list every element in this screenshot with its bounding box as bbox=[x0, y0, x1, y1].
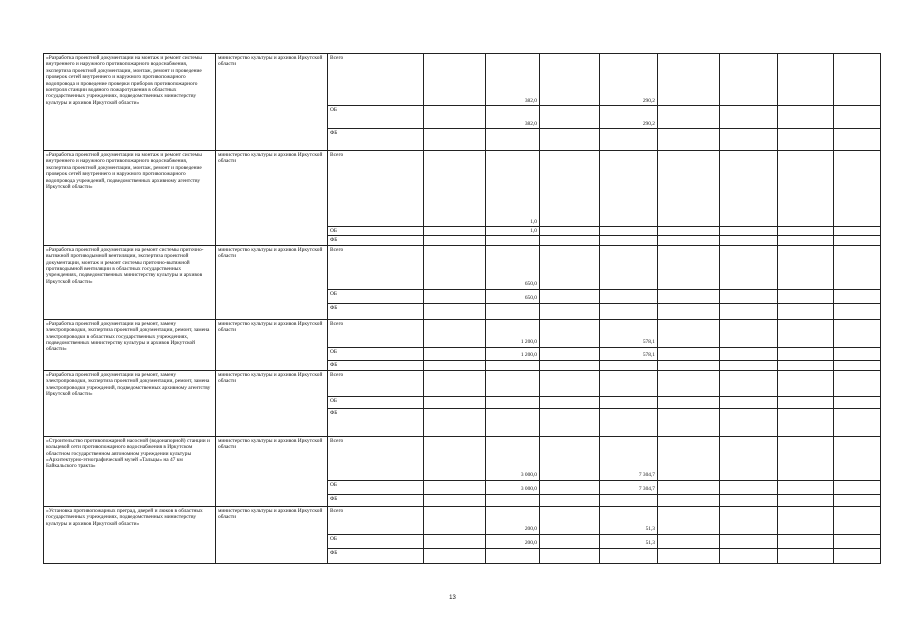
empty-cell bbox=[834, 236, 881, 245]
amount-cell bbox=[486, 303, 540, 319]
empty-cell bbox=[778, 506, 834, 534]
empty-cell bbox=[834, 319, 881, 347]
amount-cell bbox=[600, 236, 658, 245]
funding-source-cell: ОБ bbox=[328, 347, 424, 360]
executor-cell: министерство культуры и архивов Иркутской области bbox=[216, 370, 328, 436]
empty-cell bbox=[540, 151, 600, 227]
empty-cell bbox=[658, 396, 720, 408]
empty-cell bbox=[834, 408, 881, 436]
empty-cell bbox=[834, 480, 881, 494]
empty-cell bbox=[720, 236, 778, 245]
empty-cell bbox=[778, 151, 834, 227]
funding-source-cell: ФБ bbox=[328, 494, 424, 506]
event-name-cell: «Установка противопожарных преград, дверей и люков в областных государственных учреждениях, подведомственных министерству культуры и архивов Иркутской области» bbox=[44, 506, 216, 563]
empty-cell bbox=[720, 506, 778, 534]
empty-cell bbox=[778, 494, 834, 506]
empty-cell bbox=[540, 480, 600, 494]
amount-cell bbox=[600, 289, 658, 303]
amount-cell bbox=[600, 129, 658, 151]
empty-cell bbox=[834, 494, 881, 506]
funding-source-cell: ОБ bbox=[328, 480, 424, 494]
amount-cell: 1 200,0 bbox=[486, 347, 540, 360]
funding-source-cell: Всего bbox=[328, 436, 424, 480]
empty-cell bbox=[834, 396, 881, 408]
empty-cell bbox=[778, 480, 834, 494]
empty-cell bbox=[540, 370, 600, 396]
funding-source-cell: ОБ bbox=[328, 227, 424, 236]
empty-cell bbox=[720, 548, 778, 563]
amount-cell: 7 304,7 bbox=[600, 480, 658, 494]
amount-cell: 290,2 bbox=[600, 54, 658, 106]
table-row bbox=[44, 245, 881, 289]
empty-cell bbox=[424, 347, 486, 360]
empty-cell bbox=[720, 436, 778, 480]
table-row bbox=[44, 319, 881, 347]
amount-cell bbox=[486, 408, 540, 436]
empty-cell bbox=[720, 54, 778, 106]
empty-cell bbox=[540, 396, 600, 408]
funding-source-cell: ФБ bbox=[328, 548, 424, 563]
amount-cell: 650,0 bbox=[486, 289, 540, 303]
executor-cell: министерство культуры и архивов Иркутской области bbox=[216, 319, 328, 370]
empty-cell bbox=[658, 129, 720, 151]
empty-cell bbox=[540, 54, 600, 106]
empty-cell bbox=[540, 303, 600, 319]
empty-cell bbox=[720, 129, 778, 151]
empty-cell bbox=[658, 303, 720, 319]
empty-cell bbox=[778, 129, 834, 151]
amount-cell bbox=[600, 548, 658, 563]
empty-cell bbox=[720, 151, 778, 227]
amount-cell bbox=[486, 129, 540, 151]
empty-cell bbox=[720, 319, 778, 347]
empty-cell bbox=[834, 347, 881, 360]
empty-cell bbox=[540, 360, 600, 370]
funding-source-cell: ФБ bbox=[328, 129, 424, 151]
funding-source-cell: ФБ bbox=[328, 303, 424, 319]
empty-cell bbox=[658, 494, 720, 506]
empty-cell bbox=[778, 370, 834, 396]
empty-cell bbox=[720, 106, 778, 129]
empty-cell bbox=[778, 548, 834, 563]
empty-cell bbox=[540, 106, 600, 129]
empty-cell bbox=[540, 236, 600, 245]
empty-cell bbox=[424, 506, 486, 534]
empty-cell bbox=[778, 360, 834, 370]
empty-cell bbox=[658, 54, 720, 106]
empty-cell bbox=[658, 106, 720, 129]
amount-cell: 1,0 bbox=[486, 151, 540, 227]
empty-cell bbox=[778, 396, 834, 408]
empty-cell bbox=[540, 436, 600, 480]
amount-cell bbox=[600, 360, 658, 370]
empty-cell bbox=[540, 129, 600, 151]
empty-cell bbox=[778, 347, 834, 360]
empty-cell bbox=[658, 227, 720, 236]
empty-cell bbox=[834, 534, 881, 548]
amount-cell bbox=[600, 303, 658, 319]
empty-cell bbox=[424, 54, 486, 106]
empty-cell bbox=[658, 319, 720, 347]
funding-source-cell: ФБ bbox=[328, 236, 424, 245]
empty-cell bbox=[658, 347, 720, 360]
empty-cell bbox=[540, 534, 600, 548]
empty-cell bbox=[540, 548, 600, 563]
empty-cell bbox=[424, 129, 486, 151]
empty-cell bbox=[658, 548, 720, 563]
budget-table-body bbox=[44, 54, 881, 564]
amount-cell bbox=[600, 408, 658, 436]
event-name-cell: «Разработка проектной документации на ремонт системы приточно-вытяжной противодымной вентиляции, экспертиза проектной документации, монтаж и ремонт системы приточно-вытяжной противодымной вентиляции в областных государственных учреждениях, подведомственных министерству культуры и архивов Иркутской области» bbox=[44, 245, 216, 319]
amount-cell: 578,1 bbox=[600, 347, 658, 360]
table-row bbox=[44, 54, 881, 106]
empty-cell bbox=[720, 227, 778, 236]
amount-cell: 200,0 bbox=[486, 534, 540, 548]
amount-cell: 382,0 bbox=[486, 106, 540, 129]
table-row bbox=[44, 370, 881, 396]
amount-cell bbox=[600, 396, 658, 408]
empty-cell bbox=[424, 319, 486, 347]
empty-cell bbox=[424, 303, 486, 319]
amount-cell bbox=[486, 370, 540, 396]
empty-cell bbox=[658, 360, 720, 370]
amount-cell: 3 000,0 bbox=[486, 480, 540, 494]
amount-cell bbox=[486, 360, 540, 370]
empty-cell bbox=[834, 227, 881, 236]
funding-source-cell: Всего bbox=[328, 151, 424, 227]
event-name-cell: «Строительство противопожарной насосной (водонапорной) станции и кольцевой сети противопожарного водоснабжения в Иркутском областном государственном автономном учреждении культуры «Архитектурно-этнографический музей «Тальцы» на 47 км Байкальского тракта» bbox=[44, 436, 216, 506]
empty-cell bbox=[720, 494, 778, 506]
empty-cell bbox=[424, 480, 486, 494]
empty-cell bbox=[424, 396, 486, 408]
empty-cell bbox=[778, 106, 834, 129]
funding-source-cell: Всего bbox=[328, 245, 424, 289]
amount-cell: 7 304,7 bbox=[600, 436, 658, 480]
empty-cell bbox=[658, 236, 720, 245]
amount-cell bbox=[486, 396, 540, 408]
funding-source-cell: ФБ bbox=[328, 360, 424, 370]
funding-source-cell: ОБ bbox=[328, 106, 424, 129]
executor-cell: министерство культуры и архивов Иркутской области bbox=[216, 54, 328, 151]
empty-cell bbox=[658, 245, 720, 289]
empty-cell bbox=[540, 494, 600, 506]
empty-cell bbox=[424, 494, 486, 506]
empty-cell bbox=[778, 303, 834, 319]
empty-cell bbox=[424, 436, 486, 480]
empty-cell bbox=[424, 408, 486, 436]
empty-cell bbox=[834, 548, 881, 563]
funding-source-cell: ОБ bbox=[328, 289, 424, 303]
empty-cell bbox=[778, 54, 834, 106]
empty-cell bbox=[720, 347, 778, 360]
amount-cell bbox=[600, 494, 658, 506]
empty-cell bbox=[424, 245, 486, 289]
event-name-cell: «Разработка проектной документации на монтаж и ремонт системы внутреннего и наружного противопожарного водоснабжения, экспертиза проектной документации, монтаж, ремонт и проведение проверок сетей внутреннего и наружного противопожарного водопровода учреждений, подведомственных архивному агентству Иркутской области» bbox=[44, 151, 216, 246]
empty-cell bbox=[778, 534, 834, 548]
empty-cell bbox=[778, 245, 834, 289]
executor-cell: министерство культуры и архивов Иркутской области bbox=[216, 151, 328, 246]
funding-source-cell: ОБ bbox=[328, 534, 424, 548]
amount-cell bbox=[600, 370, 658, 396]
amount-cell: 578,1 bbox=[600, 319, 658, 347]
empty-cell bbox=[778, 436, 834, 480]
empty-cell bbox=[834, 289, 881, 303]
empty-cell bbox=[540, 506, 600, 534]
empty-cell bbox=[834, 106, 881, 129]
empty-cell bbox=[720, 303, 778, 319]
empty-cell bbox=[424, 151, 486, 227]
event-name-cell: «Разработка проектной документации на ремонт, замену электропроводки, экспертиза проектной документации, ремонт, замена электропроводки в областных государственных учреждениях, подведомственных министерству культуры и архивов Иркутской области» bbox=[44, 319, 216, 370]
funding-source-cell: ФБ bbox=[328, 408, 424, 436]
empty-cell bbox=[424, 360, 486, 370]
empty-cell bbox=[834, 245, 881, 289]
funding-source-cell: Всего bbox=[328, 506, 424, 534]
amount-cell bbox=[486, 494, 540, 506]
empty-cell bbox=[424, 534, 486, 548]
empty-cell bbox=[834, 360, 881, 370]
amount-cell: 51,3 bbox=[600, 534, 658, 548]
amount-cell: 382,0 bbox=[486, 54, 540, 106]
table-row bbox=[44, 151, 881, 227]
empty-cell bbox=[778, 227, 834, 236]
table-row bbox=[44, 506, 881, 534]
funding-source-cell: ОБ bbox=[328, 396, 424, 408]
empty-cell bbox=[778, 408, 834, 436]
empty-cell bbox=[720, 408, 778, 436]
event-name-cell: «Разработка проектной документации на ремонт, замену электропроводки, экспертиза проектной документации, ремонт, замена электропроводки учреждений, подведомственных архивному агентству Иркутской области» bbox=[44, 370, 216, 436]
empty-cell bbox=[658, 289, 720, 303]
executor-cell: министерство культуры и архивов Иркутской области bbox=[216, 436, 328, 506]
amount-cell bbox=[486, 236, 540, 245]
empty-cell bbox=[658, 151, 720, 227]
empty-cell bbox=[720, 245, 778, 289]
empty-cell bbox=[658, 370, 720, 396]
amount-cell: 200,0 bbox=[486, 506, 540, 534]
amount-cell: 290,2 bbox=[600, 106, 658, 129]
empty-cell bbox=[540, 227, 600, 236]
amount-cell bbox=[600, 245, 658, 289]
empty-cell bbox=[834, 54, 881, 106]
empty-cell bbox=[720, 396, 778, 408]
empty-cell bbox=[424, 548, 486, 563]
empty-cell bbox=[778, 289, 834, 303]
empty-cell bbox=[658, 506, 720, 534]
empty-cell bbox=[778, 236, 834, 245]
executor-cell: министерство культуры и архивов Иркутской области bbox=[216, 506, 328, 563]
empty-cell bbox=[658, 436, 720, 480]
funding-source-cell: Всего bbox=[328, 370, 424, 396]
empty-cell bbox=[834, 303, 881, 319]
empty-cell bbox=[540, 289, 600, 303]
empty-cell bbox=[540, 408, 600, 436]
budget-table bbox=[43, 53, 881, 564]
table-row bbox=[44, 436, 881, 480]
empty-cell bbox=[424, 227, 486, 236]
empty-cell bbox=[834, 436, 881, 480]
amount-cell: 51,3 bbox=[600, 506, 658, 534]
empty-cell bbox=[720, 480, 778, 494]
empty-cell bbox=[658, 408, 720, 436]
executor-cell: министерство культуры и архивов Иркутской области bbox=[216, 245, 328, 319]
empty-cell bbox=[658, 534, 720, 548]
empty-cell bbox=[720, 289, 778, 303]
empty-cell bbox=[424, 106, 486, 129]
amount-cell bbox=[486, 548, 540, 563]
empty-cell bbox=[834, 506, 881, 534]
amount-cell: 650,0 bbox=[486, 245, 540, 289]
empty-cell bbox=[424, 289, 486, 303]
empty-cell bbox=[658, 480, 720, 494]
amount-cell bbox=[600, 151, 658, 227]
funding-source-cell: Всего bbox=[328, 319, 424, 347]
empty-cell bbox=[540, 347, 600, 360]
empty-cell bbox=[424, 236, 486, 245]
empty-cell bbox=[834, 370, 881, 396]
amount-cell: 1 200,0 bbox=[486, 319, 540, 347]
empty-cell bbox=[424, 370, 486, 396]
empty-cell bbox=[720, 534, 778, 548]
empty-cell bbox=[834, 129, 881, 151]
empty-cell bbox=[720, 370, 778, 396]
amount-cell: 1,0 bbox=[486, 227, 540, 236]
empty-cell bbox=[778, 319, 834, 347]
empty-cell bbox=[720, 360, 778, 370]
empty-cell bbox=[540, 245, 600, 289]
funding-source-cell: Всего bbox=[328, 54, 424, 106]
amount-cell: 3 000,0 bbox=[486, 436, 540, 480]
amount-cell bbox=[600, 227, 658, 236]
empty-cell bbox=[834, 151, 881, 227]
page-number: 13 bbox=[449, 595, 456, 601]
event-name-cell: «Разработка проектной документации на монтаж и ремонт системы внутреннего и наружного противопожарного водоснабжения, экспертиза проектной документации, монтаж, ремонт и проведение проверок сетей внутреннего и наружного противопожарного водопровода и проведение проверки приборов противопожарного контроля станции водяного пожаротушения в областных государственных учреждениях, подведомственных министерству культуры и архивов Иркутской области» bbox=[44, 54, 216, 151]
empty-cell bbox=[540, 319, 600, 347]
